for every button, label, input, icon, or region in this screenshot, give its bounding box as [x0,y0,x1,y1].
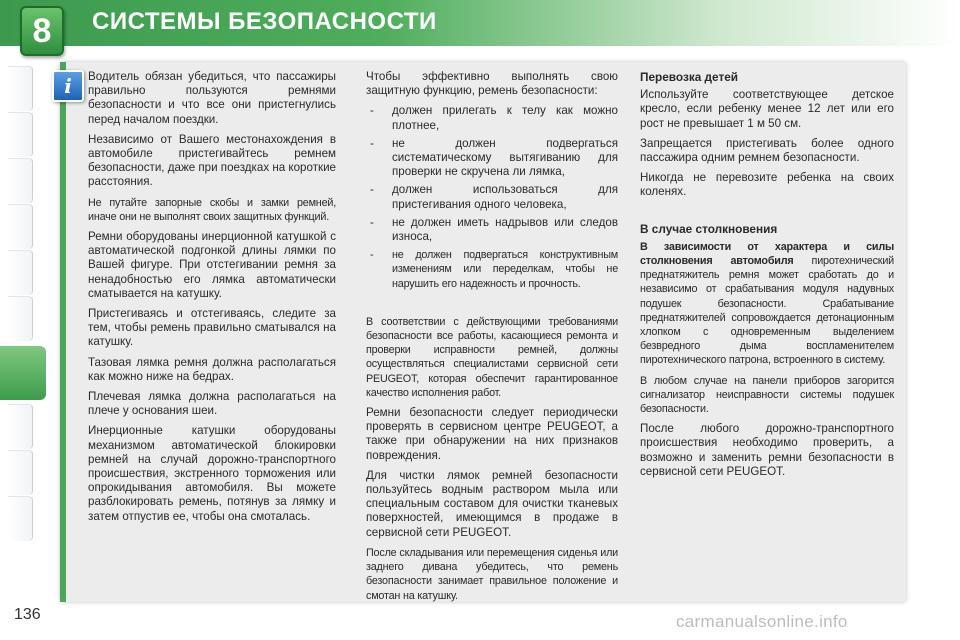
chapter-tab[interactable] [8,66,33,111]
chapter-tab[interactable] [8,404,33,449]
paragraph: В любом случае на панели приборов загорится сигнализатор неисправности системы подушек безопасности. [640,374,894,416]
chapter-tab[interactable] [8,158,33,203]
chapter-tab-active[interactable] [0,346,46,400]
paragraph: Водитель обязан убедиться, что пассажиры правильно пользуются ремнями безопасности и что все они пристегнулись перед началом поездки. [88,70,336,126]
paragraph: Никогда не перевозите ребенка на своих коленях. [640,171,894,199]
chapter-tab[interactable] [8,204,33,249]
paragraph: Ремни оборудованы инерционной катушкой с автоматической подгонкой длины лямки по Вашей фигуре. При отстегивании ремня за ненадобностью его лямка автоматически сматывается на катушку. [88,230,336,300]
paragraph: Инерционные катушки оборудованы механизмом автоматической блокировки ремней на случай дорожно-транспортного происшествия, экстренного торможения или опрокидывания автомобиля. Вы можете разблокировать ремень, потянув за лямку и затем отпустив ее, чтобы она смоталась. [88,424,336,523]
paragraph: Используйте соответствующее детское кресло, если ребенку менее 12 лет или его рост не превышает 1 м 50 см. [640,88,894,130]
chapter-tab[interactable] [8,250,33,295]
column-2 [366,70,618,609]
paragraph-warning: Не путайте запорные скобы и замки ремней, иначе они не выполнят своих защитных функций. [88,196,336,223]
paragraph: Пристегиваясь и отстегиваясь, следите за тем, чтобы ремень правильно сматывался на катушку. [88,307,336,349]
chapter-tab-strip [0,46,44,586]
paragraph: Запрещается пристегивать более одного пассажира одним ремнем безопасности. [640,136,894,165]
paragraph-collision [640,240,894,368]
paragraph: После складывания или перемещения сиденья или заднего дивана убедитесь, что ремень безопасности занимает правильное положение и смотан на катушку. [366,546,618,602]
list-item: - не должен иметь надрывов или следов износа, [366,216,618,244]
paragraph-intro: Чтобы эффективно выполнять свою защитную функцию, ремень безопасности: [366,70,618,98]
requirements-list [366,104,618,290]
info-icon: i [52,70,84,102]
chapter-tab[interactable] [8,112,33,157]
watermark: carmanualsonline.info [676,612,848,631]
chapter-tab[interactable] [8,296,33,341]
list-item: - не должен подвергаться конструктивным изменениям или переделкам, чтобы не нарушить его надежность и прочность. [366,248,618,291]
paragraph: Тазовая лямка ремня должна располагаться как можно ниже на бедрах. [88,355,336,383]
panel-accent-bar [60,62,66,602]
bold-lead: В зависимости от характера и силы столкновения автомобиля [640,240,894,268]
paragraph: Ремни безопасности следует периодически проверять в сервисном центре PEUGEOT, а также при обнаружении на них признаков повреждения. [366,406,618,462]
section-heading-children: Перевозка детей [640,70,739,84]
column-3 [640,70,894,485]
paragraph-rest: пиротехнический преднатяжитель ремня может сработать до и независимо от срабатывания модуля надувных подушек безопасности. Срабатывание преднатяжителей сопровождается детонационным хлопком с одновременным выделением безвредного дыма воспламенителем пиротехнического патрона, встроенного в систему. [640,255,894,367]
paragraph: В соответствии с действующими требованиями безопасности все работы, касающиеся ремонта и проверки исправности ремней, должны осуществляться специалистами сервисной сети PEUGEOT, которая обеспечит гарантированное качество исполнения работ. [366,315,618,399]
page-title: СИСТЕМЫ БЕЗОПАСНОСТИ [92,8,437,35]
chapter-number-badge: 8 [20,6,64,56]
chapter-tab[interactable] [8,450,33,495]
list-item: - должен прилегать к телу как можно плотнее, [366,104,618,132]
column-1 [88,70,336,530]
paragraph: Для чистки лямок ремней безопасности пользуйтесь водным раствором мыла или специальным составом для очистки тканевых поверхностей, имеющимся в продаже в сервисной сети PEUGEOT. [366,468,618,539]
list-item: - должен использоваться для пристегивания одного человека, [366,183,618,211]
paragraph: После любого дорожно-транспортного происшествия необходимо проверить, а возможно и заменить ремни безопасности в сервисной сети PEUGEOT. [640,422,894,478]
paragraph: Независимо от Вашего местонахождения в автомобиле пристегивайтесь ремнем безопасности, даже при поездках на короткие расстояния. [88,132,337,189]
chapter-tab[interactable] [8,496,33,541]
section-heading-collision: В случае столкновения [640,221,778,236]
page-number: 136 [14,606,41,623]
paragraph: Плечевая лямка должна располагаться на плече у основания шеи. [88,390,336,418]
list-item: - не должен подвергаться систематическому вытягиванию для проверки не скручена ли лямка, [366,137,618,180]
